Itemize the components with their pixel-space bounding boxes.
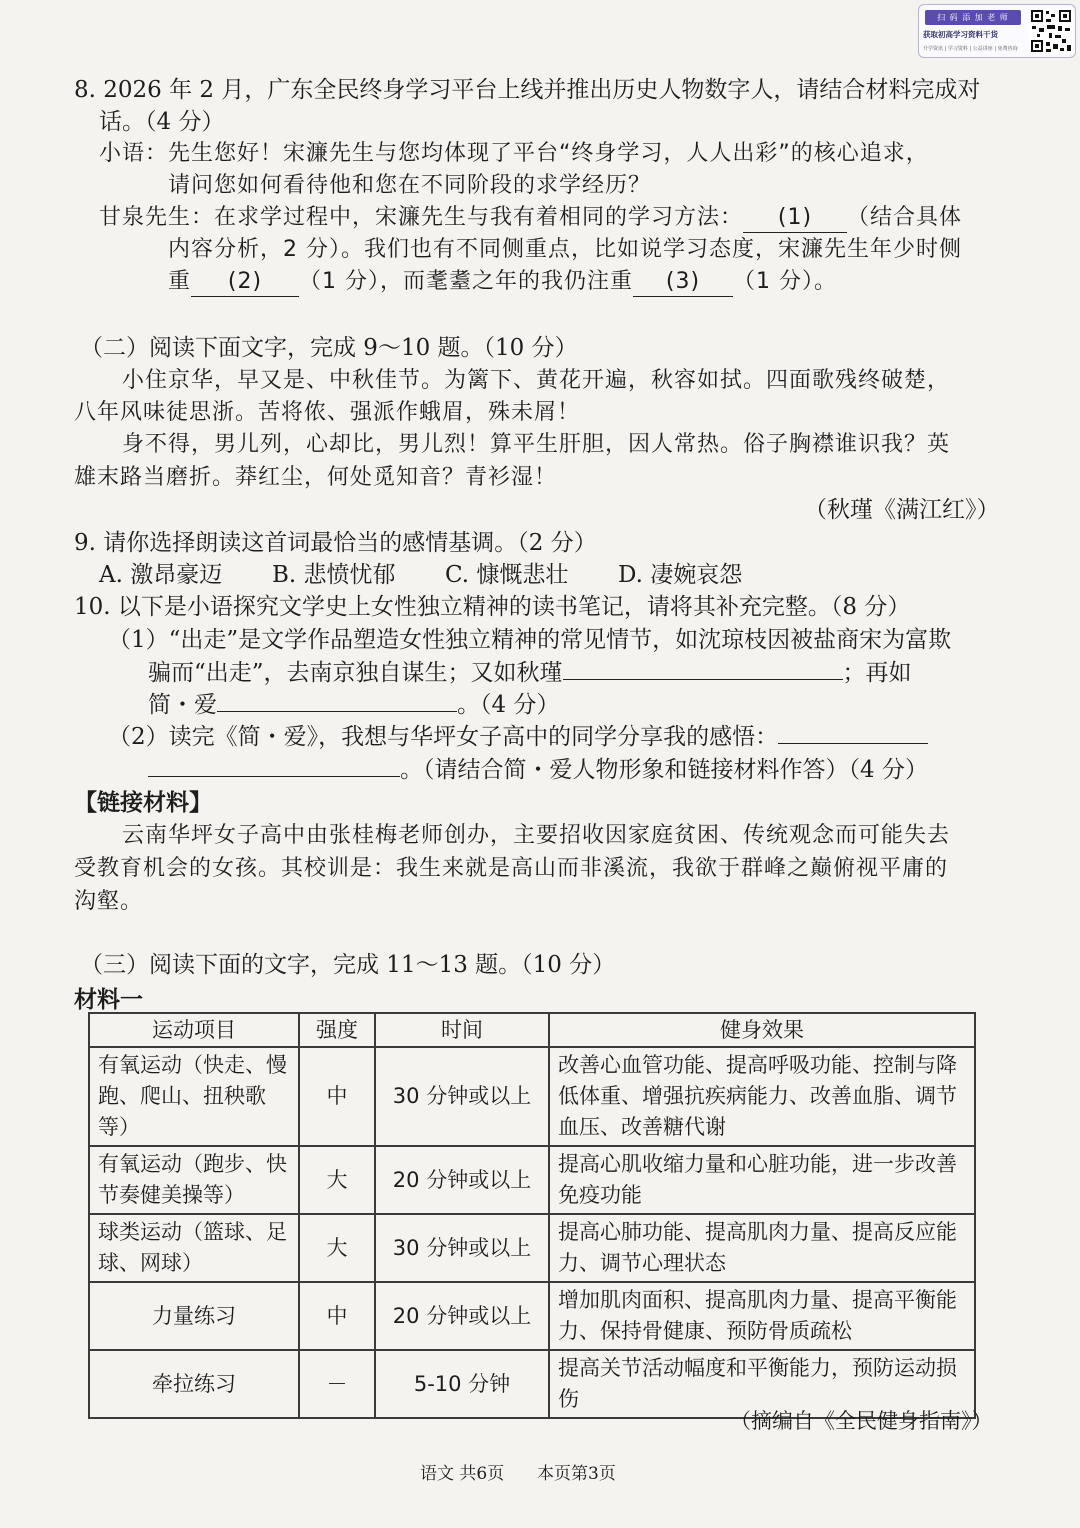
section3-heading: （三）阅读下面的文字，完成 11～13 题。（10 分） [80,952,616,978]
q10-p1-line3-text: 简・爱 [148,692,217,718]
table-row [89,1047,975,1146]
q10-p2-line2 [148,756,928,784]
q8-gan-line3-mid: （1 分），而耄耋之年的我仍注重 [299,269,634,294]
link-line2: 受教育机会的女孩。其校训是：我生来就是高山而非溪流，我欲于群峰之巅俯视平庸的 [74,856,949,881]
qr-code-icon[interactable] [1029,8,1073,54]
answer-blank-jane[interactable] [217,711,457,712]
poem-line2: 八年风味徒思浙。苦将侬、强派作蛾眉，殊未屑！ [74,400,581,425]
q9-option-d[interactable]: D. 凄婉哀怨 [618,562,743,588]
table-row [89,1214,975,1282]
cell-time: 20 分钟或以上 [375,1146,549,1214]
cell-item: 牵拉练习 [89,1350,299,1418]
cell-time: 20 分钟或以上 [375,1282,549,1350]
table-header-row [89,1013,975,1047]
cell-effect: 提高关节活动幅度和平衡能力，预防运动损伤 [549,1350,975,1418]
poem-line4: 雄末路当磨折。莽红尘，何处觅知音？青衫湿！ [74,465,558,490]
link-line3: 沟壑。 [74,889,144,914]
cell-item: 球类运动（篮球、足球、网球） [89,1214,299,1282]
table-row [89,1146,975,1214]
section2-heading: （二）阅读下面文字，完成 9～10 题。（10 分） [80,335,578,361]
promo-line2: 获取初高学习资料干货 [923,30,998,39]
cell-intensity: 中 [299,1282,375,1350]
fitness-table [88,1012,976,1419]
q10-question: 10. 以下是小语探究文学史上女性独立精神的读书笔记，请将其补充完整。（8 分） [74,594,911,620]
q10-p1-line2-text: 骗而“出走”，去南京独自谋生；又如秋瑾 [148,660,563,686]
q8-gan-line1-tail: （结合具体 [847,205,963,230]
q10-p1-line2-tail: ；再如 [842,660,912,686]
q9-question: 9. 请你选择朗读这首词最恰当的感情基调。（2 分） [74,530,597,556]
q10-p1-line3 [148,691,559,719]
answer-blank-qiujin[interactable] [563,679,843,680]
cell-intensity: 中 [299,1047,375,1146]
cell-intensity: 大 [299,1146,375,1214]
answer-blank-reflection-a[interactable] [778,743,928,744]
footer-total: 共6页 [459,1464,505,1484]
q9-option-b[interactable]: B. 悲愤忧郁 [272,562,396,588]
poem-source: （秋瑾《满江红》） [804,497,1000,523]
cell-item: 有氧运动（快走、慢跑、爬山、扭秧歌等） [89,1047,299,1146]
promo-line3: 升学资讯 | 学习资料 | 公益讲座 | 免费咨询 [923,46,1018,52]
header-item: 运动项目 [89,1013,299,1047]
table-row [89,1282,975,1350]
cell-intensity: － [299,1350,375,1418]
q8-xiaoyu-line1: 小语：先生您好！宋濂先生与您均体现了平台“终身学习，人人出彩”的核心追求， [99,141,929,166]
q8-gan-line3 [168,268,837,297]
q10-p2-line1-text: （2）读完《简・爱》，我想与华坪女子高中的同学分享我的感悟： [108,724,779,750]
promo-badge[interactable] [918,4,1076,58]
q8-gan-line3-text: 重 [168,269,192,294]
cell-intensity: 大 [299,1214,375,1282]
q8-line1: 8. 2026 年 2 月，广东全民终身学习平台上线并推出历史人物数字人，请结合材料完成对 [74,77,981,103]
footer-current: 本页第3页 [537,1464,616,1484]
header-effect: 健身效果 [549,1013,975,1047]
q10-p2-line1 [108,723,928,751]
q10-p2-line2-text: 。（请结合简・爱人物形象和链接材料作答）（4 分） [400,757,928,783]
cell-time: 30 分钟或以上 [375,1047,549,1146]
q10-p1-line2 [148,659,912,687]
cell-effect: 提高心肺功能、提高肌肉力量、提高反应能力、调节心理状态 [549,1214,975,1282]
link-line1: 云南华坪女子高中由张桂梅老师创办，主要招收因家庭贫困、传统观念而可能失去 [122,823,951,848]
q8-gan-line1-text: 甘泉先生：在求学过程中，宋濂先生与我有着相同的学习方法： [99,205,744,230]
cell-effect: 增加肌肉面积、提高肌肉力量、提高平衡能力、保持骨健康、预防骨质疏松 [549,1282,975,1350]
promo-line1: 扫 码 添 加 老 师 [925,10,1021,25]
q8-xiaoyu-line2: 请问您如何看待他和您在不同阶段的求学经历？ [168,173,652,198]
answer-blank-3[interactable]: (3) [633,268,733,297]
link-material-title: 【链接材料】 [74,789,212,816]
q9-option-c[interactable]: C. 慷慨悲壮 [445,562,569,588]
page-footer [420,1459,616,1484]
q8-gan-line1 [99,204,962,233]
q10-p1-line3-tail: 。（4 分） [457,692,560,718]
cell-effect: 改善心血管功能、提高呼吸功能、控制与降低体重、增强抗疾病能力、改善血脂、调节血压、改善糖代谢 [549,1047,975,1146]
cell-effect: 提高心肌收缩力量和心脏功能，进一步改善免疫功能 [549,1146,975,1214]
answer-blank-1[interactable]: (1) [743,204,847,233]
cell-time: 5-10 分钟 [375,1350,549,1418]
cell-item: 力量练习 [89,1282,299,1350]
q8-gan-line2: 内容分析，2 分）。我们也有不同侧重点，比如说学习态度，宋濂先生年少时侧 [168,237,962,262]
cell-item: 有氧运动（跑步、快节奏健美操等） [89,1146,299,1214]
header-intensity: 强度 [299,1013,375,1047]
answer-blank-2[interactable]: (2) [191,268,299,297]
poem-line1: 小住京华，早又是、中秋佳节。为篱下、黄花开遍，秋容如拭。四面歌残终破楚， [122,368,951,393]
cell-time: 30 分钟或以上 [375,1214,549,1282]
header-time: 时间 [375,1013,549,1047]
answer-blank-reflection-b[interactable] [148,776,400,777]
q9-option-a[interactable]: A. 激昂豪迈 [99,562,223,588]
poem-line3: 身不得，男儿列，心却比，男儿烈！算平生肝胆，因人常热。俗子胸襟谁识我？英 [122,432,951,457]
material-one-label: 材料一 [74,986,143,1013]
footer-subject: 语文 [420,1464,454,1484]
q8-gan-line3-tail: （1 分）。 [733,269,838,294]
q8-line2: 话。（4 分） [99,109,225,135]
table-source: （摘编自《全民健身指南》） [730,1409,993,1433]
q10-p1-line1: （1）“出走”是文学作品塑造女性独立精神的常见情节，如沈琼枝因被盐商宋为富欺 [108,627,952,653]
